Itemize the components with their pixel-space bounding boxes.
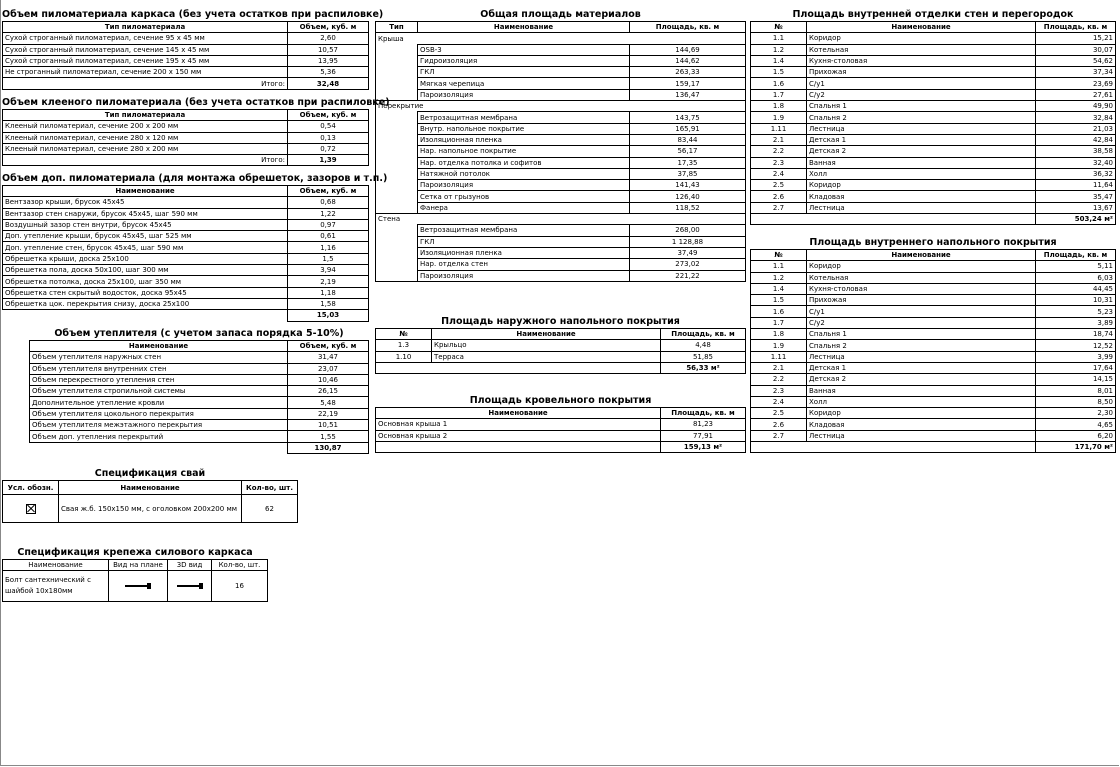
table-row: 1.5 Прихожая 10,31 [751,295,1116,306]
col-header: Наименование [3,186,288,197]
col-header: Площадь, кв. м [630,22,746,33]
table-row: Сухой строганный пиломатериал, сечение 145 х 45 мм 10,57 [3,44,369,55]
table-row: Свая ж.б. 150х150 мм, с оголовком 200х200 мм 62 [3,495,298,523]
frame-lumber-block [2,8,384,90]
table-row: 2.7 Лестница 6,20 [751,430,1116,441]
table-row: Гидроизоляция 144,62 [376,55,746,66]
materials-area-title: Общая площадь материалов [480,9,641,20]
materials-area-table [375,21,746,282]
table-row: 1.4 Кухня-столовая 54,62 [751,55,1116,66]
roofing-table [375,407,746,453]
table-row: 1.8 Спальня 1 49,90 [751,101,1116,112]
piles-spec-title: Спецификация свай [94,468,206,479]
table-row: Нар. отделка потолка и софитов 17,35 [376,157,746,168]
table-row: Вентзазор крыши, брусок 45х45 0,68 [3,197,369,208]
table-row: Объем доп. утепления перекрытий 1,55 [30,431,369,442]
table-row: Доп. утепление крыши, брусок 45х45, шаг 525 мм 0,61 [3,231,369,242]
col-header: Площадь, кв. м [1036,250,1116,261]
fasteners-spec-block [2,546,268,602]
table-row: Клееный пиломатериал, сечение 200 х 200 мм 0,54 [3,121,369,132]
table-row: Основная крыша 1 81,23 [376,419,746,430]
table-row: 1.2 Котельная 6,03 [751,272,1116,283]
table-row: 1.11 Лестница 21,03 [751,123,1116,134]
table-row: Объем утеплителя межэтажного перекрытия 10,51 [30,420,369,431]
total-row: 171,70 м² [751,442,1116,453]
col-header: Тип [376,22,418,33]
insulation-table [29,340,369,454]
bolt-3d-icon [177,583,203,589]
table-row: Дополнительное утепление кровли 5,48 [30,397,369,408]
table-row: Обрешетка цок. перекрытия снизу, доска 25х100 1,58 [3,298,369,309]
pile-symbol-icon [26,504,36,514]
table-row: 2.7 Лестница 13,67 [751,202,1116,213]
col-header: Объем, куб. м [288,110,369,121]
table-row: Изоляционная пленка 37,49 [376,247,746,258]
inner-floor-block [750,236,1116,453]
table-row: Натяжной потолок 37,85 [376,168,746,179]
outdoor-floor-table [375,328,746,374]
extra-lumber-title: Объем доп. пиломатериала (для монтажа обрешеток, зазоров и т.п.) [2,173,388,184]
table-row: 1.10 Терраса 51,85 [376,351,746,362]
table-row: 2.5 Коридор 11,64 [751,180,1116,191]
table-row: Обрешетка стен скрытый водосток, доска 95х45 1,18 [3,287,369,298]
table-row: Обрешетка крыши, доска 25х100 1,5 [3,253,369,264]
col-header: № [751,22,807,33]
table-row: Основная крыша 2 77,91 [376,430,746,441]
table-row: 1.1 Коридор 5,11 [751,261,1116,272]
col-header: Кол-во, шт. [212,560,268,571]
col-header: Вид на плане [109,560,168,571]
table-row: 1.6 С/у1 23,69 [751,78,1116,89]
outdoor-floor-title: Площадь наружного напольного покрытия [441,316,680,327]
glued-lumber-title: Объем клееного пиломатериала (без учета остатков при распиловке) [2,97,390,108]
col-header: Тип пиломатериала [3,110,288,121]
col-header: Наименование [376,408,661,419]
insulation-title: Объем утеплителя (с учетом запаса порядка 5-10%) [54,328,344,339]
group-row: Перекрытие [376,101,746,112]
glued-lumber-table [2,109,369,166]
col-header: Наименование [807,250,1036,261]
col-header: Наименование [807,22,1036,33]
table-row: 1.11 Лестница 3,99 [751,351,1116,362]
insulation-block [29,327,369,454]
piles-spec-table [2,480,298,523]
table-row: Сетка от грызунов 126,40 [376,191,746,202]
table-row: 1.9 Спальня 2 12,52 [751,340,1116,351]
table-row: Воздушный зазор стен внутри, брусок 45х45 0,97 [3,219,369,230]
col-header: № [751,250,807,261]
table-row: ГКЛ 1 128,88 [376,236,746,247]
table-row: Доп. утепление стен, брусок 45х45, шаг 590 мм 1,16 [3,242,369,253]
fasteners-spec-title: Спецификация крепежа силового каркаса [17,547,253,558]
table-row: Фанера 118,52 [376,202,746,213]
extra-lumber-table [2,185,369,322]
col-header: 3D вид [168,560,212,571]
wall-finish-table [750,21,1116,225]
table-row: Не строганный пиломатериал, сечение 200 х 150 мм 5,36 [3,67,369,78]
table-row: OSB-3 144,69 [376,44,746,55]
table-row: 2.2 Детская 2 14,15 [751,374,1116,385]
group-row: Крыша [376,33,746,44]
table-row: Пароизоляция 136,47 [376,89,746,100]
group-row: Стена [376,214,746,225]
piles-spec-block [2,467,298,523]
total-row: 15,03 [3,310,369,321]
table-row: 2.6 Кладовая 4,65 [751,419,1116,430]
table-row: Нар. отделка стен 273,02 [376,259,746,270]
table-row: 2.1 Детская 1 17,64 [751,362,1116,373]
col-header: Объем, куб. м [288,186,369,197]
col-header: Объем, куб. м [288,341,369,352]
table-row: Объем утеплителя наружных стен 31,47 [30,352,369,363]
table-row: 1.8 Спальня 1 18,74 [751,329,1116,340]
col-header: Усл. обозн. [3,481,59,495]
col-header: Площадь, кв. м [661,329,746,340]
table-row: 1.3 Крыльцо 4,48 [376,340,746,351]
col-header: Площадь, кв. м [661,408,746,419]
total-row: 159,13 м² [376,441,746,452]
frame-lumber-title: Объем пиломатериала каркаса (без учета остатков при распиловке) [2,9,384,20]
table-row: 1.2 Котельная 30,07 [751,44,1116,55]
table-row: Объем утеплителя стропильной системы 26,15 [30,386,369,397]
table-row: Болт сантехнический с шайбой 10х180мм 16 [3,571,268,602]
table-row: Нар. напольное покрытие 56,17 [376,146,746,157]
total-row: 503,24 м² [751,214,1116,225]
table-row: 2.4 Холл 8,50 [751,396,1116,407]
table-row: 1.4 Кухня-столовая 44,45 [751,283,1116,294]
table-row: 2.2 Детская 2 38,58 [751,146,1116,157]
table-row: Сухой строганный пиломатериал, сечение 195 х 45 мм 13,95 [3,55,369,66]
total-row: Итого: 32,48 [3,78,369,89]
table-row: ГКЛ 263,33 [376,67,746,78]
table-row: 1.7 С/у2 3,89 [751,317,1116,328]
table-row: 2.5 Коридор 2,30 [751,408,1116,419]
total-row: 130,87 [30,442,369,453]
col-header: Объем, куб. м [288,22,369,33]
bolt-plan-icon [125,583,151,589]
table-row: 2.3 Ванная 32,40 [751,157,1116,168]
col-header: Наименование [418,22,630,33]
total-row: 56,33 м² [376,362,746,373]
col-header: Кол-во, шт. [242,481,298,495]
table-row: Пароизоляция 221,22 [376,270,746,281]
inner-floor-table [750,249,1116,453]
table-row: 1.7 С/у2 27,61 [751,89,1116,100]
col-header: Площадь, кв. м [1036,22,1116,33]
table-row: 1.9 Спальня 2 32,84 [751,112,1116,123]
materials-area-block [375,8,746,282]
table-row: Клееный пиломатериал, сечение 280 х 200 мм 0,72 [3,143,369,154]
wall-finish-title: Площадь внутренней отделки стен и перегородок [792,9,1074,20]
col-header: Наименование [432,329,661,340]
col-header: Наименование [30,341,288,352]
table-row: Мягкая черепица 159,17 [376,78,746,89]
col-header: Наименование [3,560,109,571]
inner-floor-title: Площадь внутреннего напольного покрытия [809,237,1057,248]
table-row: Пароизоляция 141,43 [376,180,746,191]
table-row: Сухой строганный пиломатериал, сечение 95 х 45 мм 2,60 [3,33,369,44]
table-row: Изоляционная пленка 83,44 [376,134,746,145]
outdoor-floor-block [375,315,746,374]
roofing-title: Площадь кровельного покрытия [469,395,652,406]
roofing-block [375,394,746,453]
table-row: 2.4 Холл 36,32 [751,168,1116,179]
col-header: Тип пиломатериала [3,22,288,33]
table-row: 2.1 Детская 1 42,84 [751,134,1116,145]
table-row: Обрешетка потолка, доска 25х100, шаг 350 мм 2,19 [3,276,369,287]
table-row: 2.6 Кладовая 35,47 [751,191,1116,202]
table-row: 1.6 С/у1 5,23 [751,306,1116,317]
frame-lumber-table [2,21,369,90]
table-row: Объем утеплителя цокольного перекрытия 22,19 [30,408,369,419]
wall-finish-block [750,8,1116,225]
table-row: Клееный пиломатериал, сечение 280 х 120 мм 0,13 [3,132,369,143]
table-row: Обрешетка пола, доска 50х100, шаг 300 мм 3,94 [3,265,369,276]
col-header: № [376,329,432,340]
table-row: Внутр. напольное покрытие 165,91 [376,123,746,134]
table-row: Ветрозащитная мембрана 268,00 [376,225,746,236]
extra-lumber-block [2,172,388,322]
table-row: 2.3 Ванная 8,01 [751,385,1116,396]
table-row: Объем утеплителя внутренних стен 23,07 [30,363,369,374]
table-row: 1.1 Коридор 15,21 [751,33,1116,44]
total-row: Итого: 1,39 [3,155,369,166]
table-row: Объем перекрестного утепления стен 10,46 [30,374,369,385]
table-row: 1.5 Прихожая 37,34 [751,67,1116,78]
fasteners-spec-table [2,559,268,602]
glued-lumber-block [2,96,390,166]
col-header: Наименование [59,481,242,495]
table-row: Вентзазор стен снаружи, брусок 45х45, шаг 590 мм 1,22 [3,208,369,219]
table-row: Ветрозащитная мембрана 143,75 [376,112,746,123]
